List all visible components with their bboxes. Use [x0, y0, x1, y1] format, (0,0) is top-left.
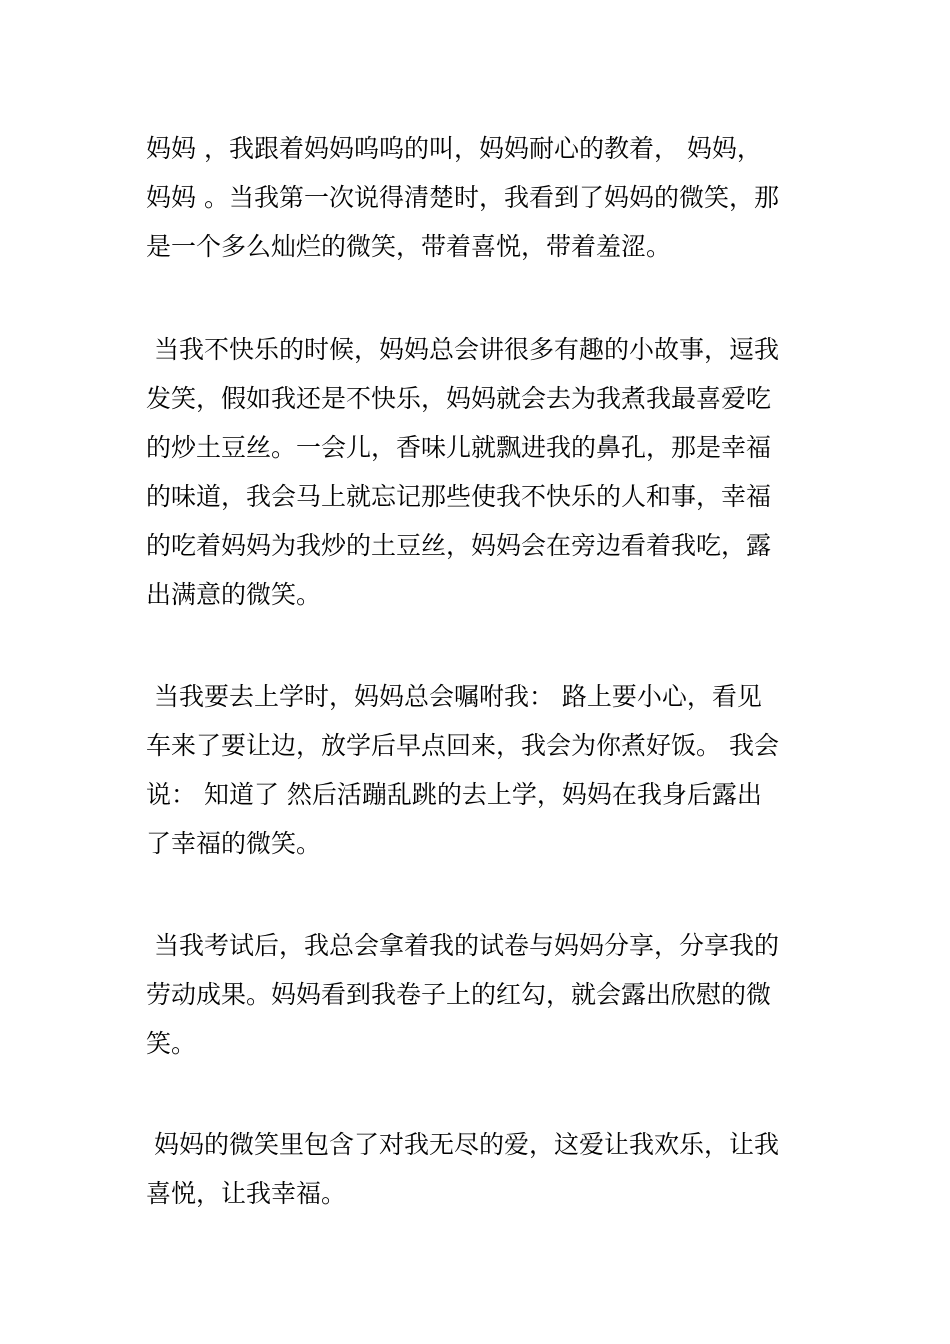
text-line: 说： 知道了 然后活蹦乱跳的去上学，妈妈在我身后露出: [146, 780, 762, 809]
text-line: 车来了要让边，放学后早点回来，我会为你煮好饭。 我会: [146, 731, 779, 760]
text-line: 的吃着妈妈为我炒的土豆丝，妈妈会在旁边看着我吃，露: [146, 531, 772, 560]
text-line: 了幸福的微笑。: [146, 829, 322, 858]
text-line: 妈妈 ，我跟着妈妈呜呜的叫，妈妈耐心的教着， 妈妈，: [146, 134, 762, 163]
text-line: 当我不快乐的时候，妈妈总会讲很多有趣的小故事，逗我: [146, 335, 779, 364]
text-line: 妈妈的微笑里包含了对我无尽的爱，这爱让我欢乐，让我: [146, 1130, 779, 1159]
paragraph: [146, 672, 826, 868]
text-line: 劳动成果。妈妈看到我卷子上的红勾，就会露出欣慰的微: [146, 980, 772, 1009]
text-line: 笑。: [146, 1029, 197, 1058]
paragraph: [146, 1120, 826, 1218]
paragraph: [146, 325, 826, 619]
text-line: 的味道，我会马上就忘记那些使我不快乐的人和事，幸福: [146, 482, 772, 511]
text-line: 是一个多么灿烂的微笑，带着喜悦，带着羞涩。: [146, 232, 672, 261]
text-line: 出满意的微笑。: [146, 580, 322, 609]
text-line: 当我考试后，我总会拿着我的试卷与妈妈分享，分享我的: [146, 931, 779, 960]
text-line: 的炒土豆丝。一会儿，香味儿就飘进我的鼻孔，那是幸福: [146, 433, 772, 462]
paragraph: [146, 124, 826, 271]
text-line: 发笑，假如我还是不快乐，妈妈就会去为我煮我最喜爱吃: [146, 384, 772, 413]
text-line: 妈妈 。当我第一次说得清楚时，我看到了妈妈的微笑，那: [146, 183, 779, 212]
paragraph: [146, 921, 826, 1068]
text-line: 当我要去上学时，妈妈总会嘱咐我： 路上要小心，看见: [146, 682, 762, 711]
text-line: 喜悦，让我幸福。: [146, 1179, 347, 1208]
